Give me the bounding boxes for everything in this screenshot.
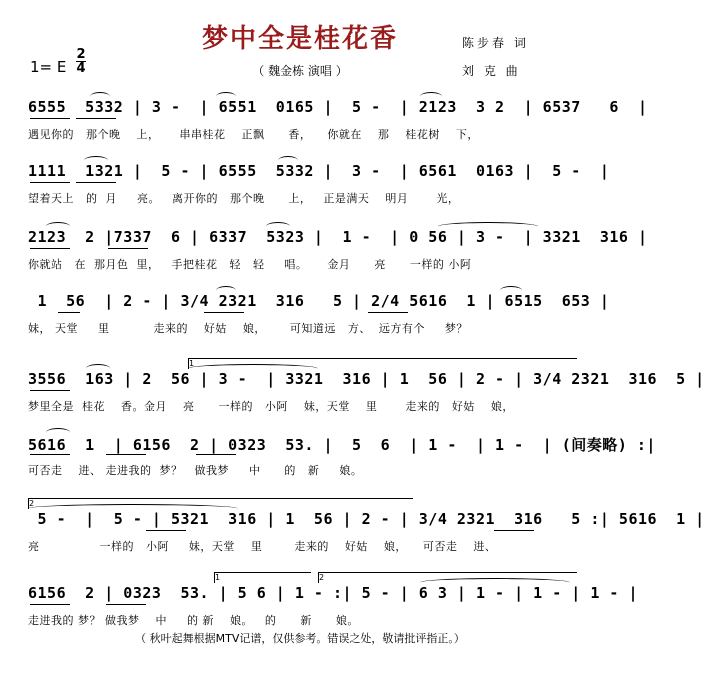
volta-bracket-1: 1 xyxy=(188,358,577,369)
beam xyxy=(106,454,146,455)
volta-bracket-2: 2 xyxy=(28,498,413,509)
slur xyxy=(86,364,110,373)
beam xyxy=(76,118,116,119)
slur xyxy=(90,92,110,101)
notation-line: 1 56 | 2 - | 3/4 2321 316 5 | 2/4 5616 1 | 6515 653 | xyxy=(28,292,610,310)
time-numerator: 2 xyxy=(76,47,86,62)
beam xyxy=(106,604,146,605)
beam xyxy=(30,604,70,605)
beam xyxy=(58,312,80,313)
slur xyxy=(28,504,238,513)
key-signature: 1= E xyxy=(30,58,67,76)
lyric-line: 你就站 在 那月色 里， 手把桂花 轻 轻 唱。 金月 亮 一样的 小阿 xyxy=(28,258,472,271)
beam xyxy=(368,312,408,313)
beam xyxy=(30,390,70,391)
lyric-line: 遇见你的 那个晚 上， 串串桂花 正飘 香， 你就在 那 桂花树 下， xyxy=(28,128,479,141)
volta-bracket-2b: 2 xyxy=(318,572,577,583)
lyric-line: 望着天上 的 月 亮。 离开你的 那个晚 上， 正是满天 明月 光， xyxy=(28,192,460,205)
singer-credit: （ 魏金栋 演唱 ） xyxy=(252,64,348,78)
slur xyxy=(84,156,108,165)
volta-bracket-1b: 1 xyxy=(214,572,311,583)
beam xyxy=(108,248,148,249)
beam xyxy=(30,182,70,183)
beam xyxy=(146,530,186,531)
lyric-line: 亮 一样的 小阿 妹，天堂 里 走来的 好姑 娘， 可否走 进、 xyxy=(28,540,497,553)
notation-line: 6156 2 | 0323 53. | 5 6 | 1 - :| 5 - | 6 3 | 1 - | 1 - | 1 - | xyxy=(28,584,638,602)
lyricist-credit: 陈步春 词 xyxy=(462,36,529,50)
notation-line: 5 - | 5 - | 5321 316 | 1 56 | 2 - | 3/4 2321 316 5 :| 5616 1 | xyxy=(28,510,705,528)
notation-line: 1111 1321 | 5 - | 6555 5332 | 3 - | 6561 0163 | 5 - | xyxy=(28,162,610,180)
slur xyxy=(46,222,70,231)
slur xyxy=(420,578,570,587)
slur xyxy=(188,364,318,373)
beam xyxy=(30,118,70,119)
footer-note: （ 秋叶起舞根据MTV记谱，仅供参考。错误之处，敬请批评指正。） xyxy=(135,632,465,645)
lyric-line: 可否走 进、 走进我的 梦？ 做我梦 中 的 新 娘。 xyxy=(28,464,363,477)
composer-credit: 刘 克 曲 xyxy=(462,64,521,78)
slur xyxy=(500,286,522,295)
time-denominator: 4 xyxy=(76,61,86,76)
notation-line: 3556 163 | 2 56 | 3 - | 3321 316 | 1 56 | 2 - | 3/4 2321 316 5 | xyxy=(28,370,705,388)
lyric-line: 妹， 天堂 里 走来的 好姑 娘， 可知道远 方、 远方有个 梦？ xyxy=(28,322,468,335)
slur xyxy=(266,222,290,231)
beam xyxy=(196,454,236,455)
beam xyxy=(204,312,244,313)
lyric-line: 走进我的 梦？ 做我梦 中 的 新 娘。 的 新 娘。 xyxy=(28,614,359,627)
slur xyxy=(420,92,442,101)
beam xyxy=(30,454,70,455)
slur xyxy=(216,286,236,295)
beam xyxy=(30,248,70,249)
notation-line: 5616 1 | 6156 2 | 0323 53. | 5 6 | 1 - | 1 - | (间奏略) :| xyxy=(28,436,656,454)
beam xyxy=(76,182,116,183)
slur xyxy=(278,156,298,165)
slur xyxy=(46,428,70,437)
slur xyxy=(216,92,236,101)
notation-line: 6555 5332 | 3 - | 6551 0165 | 5 - | 2123 3 2 | 6537 6 | xyxy=(28,98,648,116)
song-title: 梦中全是桂花香 xyxy=(201,24,398,54)
lyric-line: 梦里全是 桂花 香。金月 亮 一样的 小阿 妹，天堂 里 走来的 好姑 娘， xyxy=(28,400,514,413)
beam xyxy=(494,530,534,531)
notation-line: 2123 2 |7337 6 | 6337 5323 | 1 - | 0 56 | 3 - | 3321 316 | xyxy=(28,228,648,246)
slur xyxy=(438,222,538,231)
